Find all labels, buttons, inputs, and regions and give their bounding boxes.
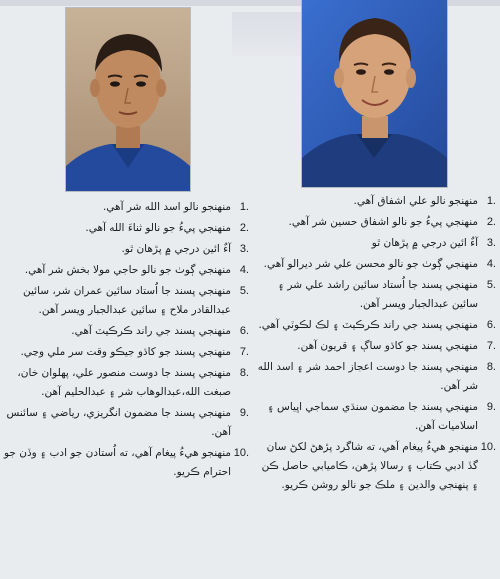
list-item [4,322,249,341]
boy-portrait-right-icon [302,0,447,187]
item-text: منهنجي پسند جا مضمون انگريزي، رياضي ۽ سائنس آهن. [6,407,231,438]
numbered-list-right [254,192,496,495]
item-number: 6. [486,319,496,331]
item-number: 1. [486,195,496,207]
item-text: منهنجي پسند جا اُستاد سائين عمران شر، سائين عبدالقادر ملاح ۽ سائين عبدالجبار ويسر آهن. [22,285,231,316]
list-item [254,398,496,436]
item-number: 2. [239,222,249,234]
item-text: آءٌ ائين درجي ۾ پڙهان ٿو [371,237,478,249]
list-item [254,213,496,232]
list-item [254,438,496,495]
item-number: 10. [480,441,496,453]
item-number: 4. [486,258,496,270]
item-number: 7. [239,346,249,358]
item-number: 2. [486,216,496,228]
boy-portrait-left-icon [66,8,190,191]
profile-list-right [254,192,496,497]
item-text: آءٌ ائين درجي ۾ پڙهان ٿو. [121,243,231,255]
item-number: 3. [239,243,249,255]
item-text: منهنجي پسند جا مضمون سنڌي سماجي اڀياس ۽ اسلاميات آهن. [267,401,478,432]
item-text: منهنجو هيءُ پيغام آهي، ته اُستادن جو ادب ۽ وڏن جو احترام ڪريو. [4,447,231,478]
list-item [4,198,249,217]
list-item [254,192,496,211]
item-text: منهنجي پسند جا دوست منصور علي، پهلوان خان، صبغت الله،عبدالوهاب شر ۽ عبدالحليم آهن. [17,367,231,398]
item-number: 8. [486,361,496,373]
portrait-photo-left [66,8,190,191]
item-text: منهنجو هيءُ پيغام آهي، ته شاگرد پڙهڻ لکڻ سان گڏ ادبي ڪتاب ۽ رسالا پڙهن، ڪاميابي حاصل ڪن ۽ پنهنجي والدين ۽ ملڪ جو نالو روشن ڪريو. [261,441,478,491]
item-text: منهنجو نالو اسد الله شر آهي. [102,201,231,213]
list-item [4,364,249,402]
item-text: منهنجي ڳوٺ جو نالو حاجي مولا بخش شر آهي. [24,264,231,276]
list-item [254,255,496,274]
list-item [4,219,249,238]
list-item [4,343,249,362]
item-number: 9. [486,401,496,413]
item-number: 5. [486,279,496,291]
profile-list-left [4,198,249,484]
list-item [254,337,496,356]
item-number: 7. [486,340,496,352]
background-strip [232,12,302,56]
item-number: 6. [239,325,249,337]
list-item [4,261,249,280]
item-number: 1. [239,201,249,213]
item-number: 3. [486,237,496,249]
item-text: منهنجي پيءُ جو نالو ثناءَ الله آهي. [85,222,231,234]
item-number: 10. [233,447,249,459]
list-item [4,282,249,320]
list-item [4,444,249,482]
item-text: منهنجي پسند جي راند ڪرڪيٽ آهي. [71,325,231,337]
item-text: منهنجو نالو علي اشفاق آهي. [353,195,478,207]
list-item [254,234,496,253]
item-number: 5. [239,285,249,297]
item-text: منهنجي پسند جا دوست اعجاز احمد شر ۽ اسد الله شر آهن. [257,361,478,392]
list-item [254,358,496,396]
item-text: منهنجي پسند جو کاڌو ساڳ ۽ قريون آهن. [297,340,478,352]
item-text: منهنجي پيءُ جو نالو اشفاق حسين شر آهي. [288,216,478,228]
item-text: منهنجي پسند جي راند ڪرڪيٽ ۽ لڪ لڪوٽي آهي. [258,319,478,331]
portrait-photo-right [302,0,447,187]
item-text: منهنجي پسند جو کاڌو جيڪو وقت سر ملي وڃي. [20,346,231,358]
item-number: 8. [239,367,249,379]
item-number: 9. [239,407,249,419]
item-number: 4. [239,264,249,276]
list-item [4,240,249,259]
list-item [254,276,496,314]
item-text: منهنجي ڳوٺ جو نالو محسن علي شر ديرالو آهي. [263,258,478,270]
list-item [4,404,249,442]
list-item [254,316,496,335]
item-text: منهنجي پسند جا اُستاد سائين راشد علي شر ۽ سائين عبدالجبار ويسر آهن. [277,279,478,310]
numbered-list-left [4,198,249,482]
